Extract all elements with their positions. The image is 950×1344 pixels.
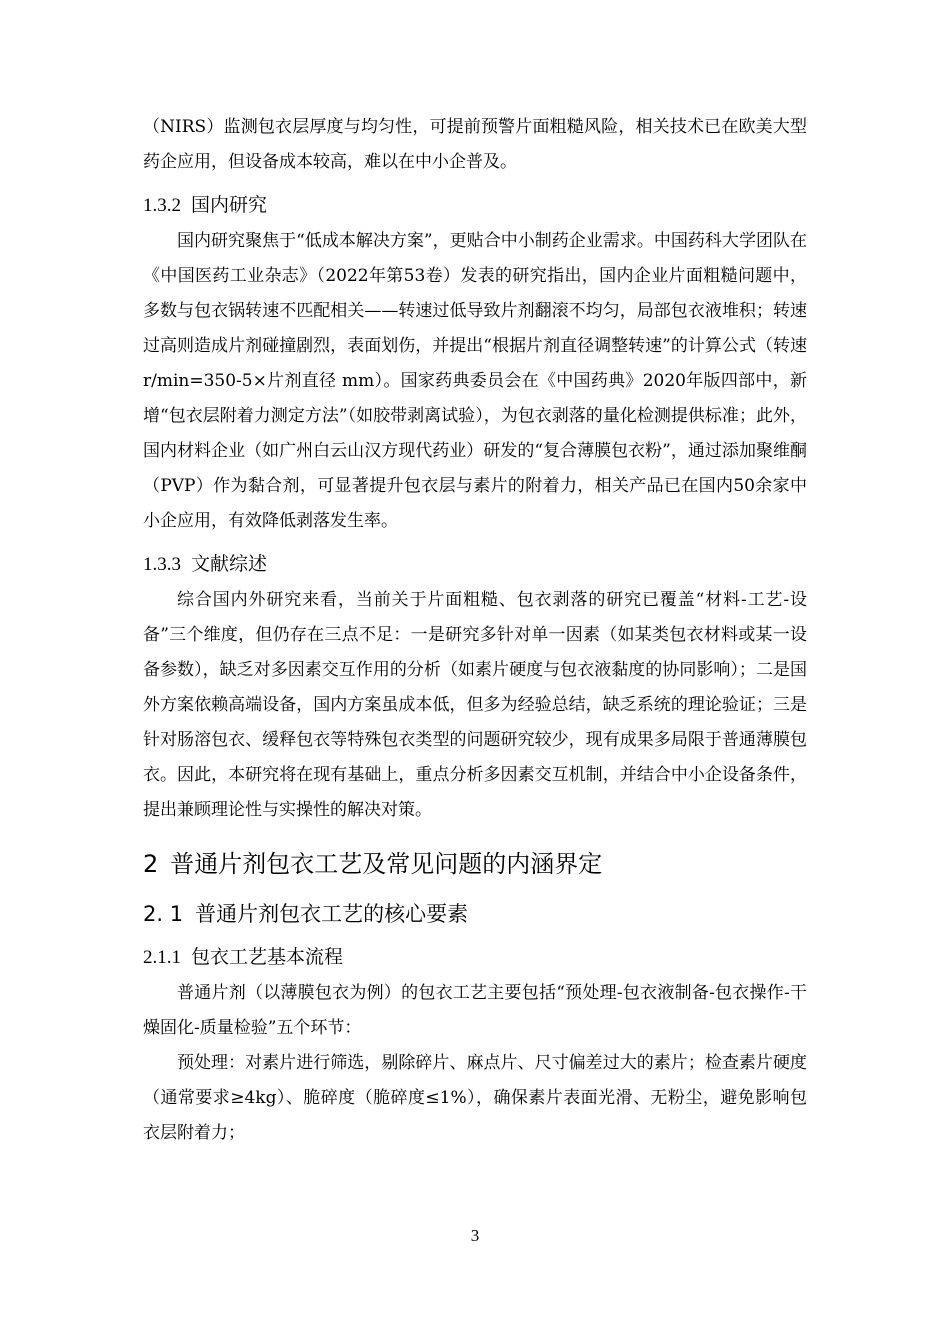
- paragraph-pretreatment: 预处理：对素片进行筛选，剔除碎片、麻点片、尺寸偏差过大的素片；检查素片硬度（通常要求≥4kg）、脆碎度（脆碎度≤1%），确保素片表面光滑、无粉尘，避免影响包衣层附着力；: [143, 1053, 807, 1143]
- heading-text: 国内研究: [191, 194, 268, 216]
- heading-number: 1.3.2: [143, 195, 181, 216]
- heading-1-3-3: [143, 549, 807, 579]
- paragraph-literature-review: 综合国内外研究来看，当前关于片面粗糙、包衣剥落的研究已覆盖“材料-工艺-设备”三个维度，但仍存在三点不足：一是研究多针对单一因素（如某类包衣材料或某一设备参数），缺乏对多因素交互作用的分析（如素片硬度与包衣液黏度的协同影响）；二是国外方案依赖高端设备，国内方案虽成本低，但多为经验总结，缺乏系统的理论验证；三是针对肠溶包衣、缓释包衣等特殊包衣类型的问题研究较少，现有成果多局限于普通薄膜包衣。因此，本研究将在现有基础上，重点分析多因素交互机制，并结合中小企设备条件，提出兼顾理论性与实操性的解决对策。: [143, 590, 807, 820]
- heading-number: 1.3.3: [143, 554, 181, 575]
- heading-text: 普通片剂包衣工艺及常见问题的内涵界定: [170, 850, 603, 878]
- page-number: 3: [470, 1226, 480, 1245]
- heading-number: 2: [143, 850, 159, 878]
- heading-1-3-2: [143, 190, 807, 220]
- heading-chapter-2: [143, 844, 807, 884]
- heading-text: 普通片剂包衣工艺的核心要素: [195, 902, 469, 926]
- heading-2-1-1: [143, 942, 807, 972]
- paragraph-domestic-research: 国内研究聚焦于“低成本解决方案”，更贴合中小制药企业需求。中国药科大学团队在《中国医药工业杂志》（2022年第53卷）发表的研究指出，国内企业片面粗糙问题中，多数与包衣锅转速不匹配相关——转速过低导致片剂翻滚不均匀，局部包衣液堆积；转速过高则造成片剂碰撞剧烈，表面划伤，并提出“根据片剂直径调整转速”的计算公式（转速 r/min=350-5×片剂直径 mm）。国家药典委员会在《中国药典》2020年版四部中，新增“包衣层附着力测定方法”（如胶带剥离试验），为包衣剥落的量化检测提供标准；此外，国内材料企业（如广州白云山汉方现代药业）研发的“复合薄膜包衣粉”，通过添加聚维酮（PVP）作为黏合剂，可显著提升包衣层与素片的附着力，相关产品已在国内50余家中小企应用，有效降低剥落发生率。: [143, 231, 807, 531]
- heading-text: 包衣工艺基本流程: [191, 946, 344, 968]
- heading-text: 文献综述: [191, 553, 268, 575]
- document-page: [143, 110, 807, 1151]
- paragraph-nirs-continuation: （NIRS）监测包衣层厚度与均匀性，可提前预警片面粗糙风险，相关技术已在欧美大型药企应用，但设备成本较高，难以在中小企普及。: [143, 117, 807, 172]
- paragraph-coating-process-overview: 普通片剂（以薄膜包衣为例）的包衣工艺主要包括“预处理-包衣液制备-包衣操作-干燥固化-质量检验”五个环节：: [143, 983, 807, 1038]
- heading-2-1: [143, 896, 807, 932]
- heading-number: 2.1.1: [143, 947, 181, 968]
- heading-number: 2. 1: [143, 902, 184, 926]
